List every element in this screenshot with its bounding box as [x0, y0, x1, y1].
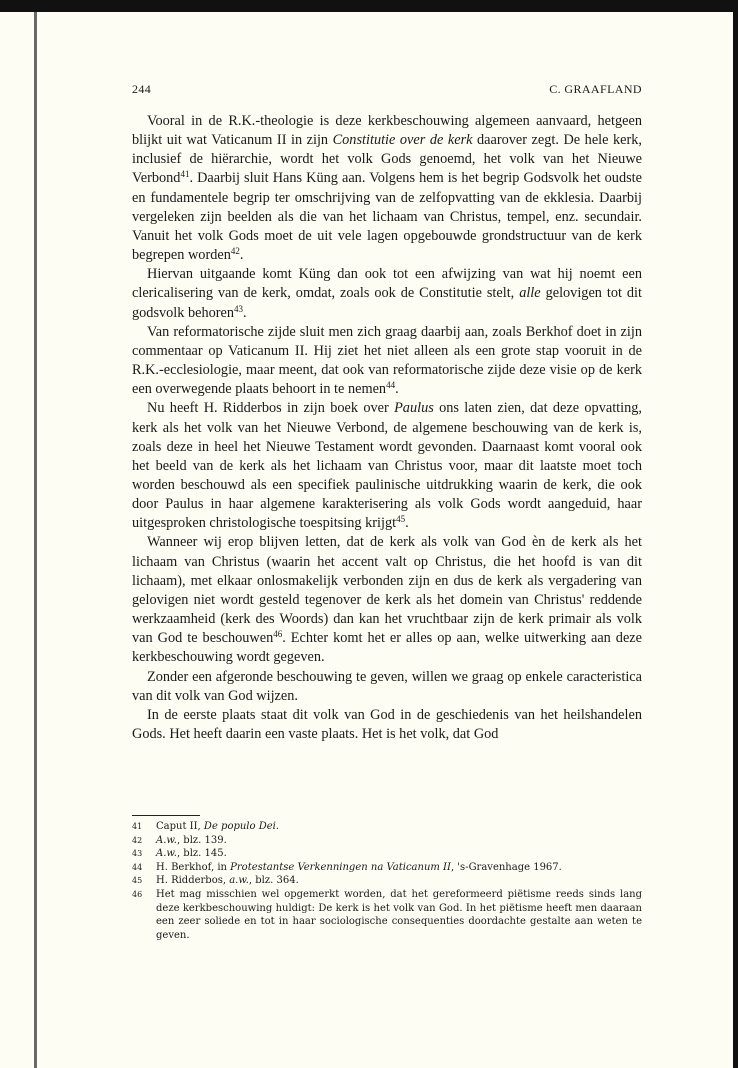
footnote-number: 42	[132, 835, 143, 845]
paragraph	[132, 323, 642, 400]
text-run: , 's-Gravenhage 1967.	[450, 861, 562, 873]
footnote	[132, 834, 642, 848]
text-run: .	[239, 247, 244, 264]
footnote-text	[156, 861, 642, 875]
paragraph	[132, 533, 642, 667]
paragraph	[132, 668, 642, 706]
footnotes	[132, 820, 642, 942]
text-run: In de eerste plaats staat dit volk van God in de geschiedenis van het heilshandelen Gods. Het heeft daarin een vaste plaats. Het is het volk, dat God	[132, 706, 642, 742]
footnote	[132, 861, 642, 875]
text-run: , blz. 139.	[176, 834, 227, 846]
italic-text: alle	[519, 285, 541, 302]
text-run: , blz. 364.	[248, 875, 299, 887]
footnote	[132, 847, 642, 861]
text-run: Vooral in de R.K.-theologie is deze kerkbeschouwing algemeen aanvaard, hetgeen blijkt uit wat Vaticanum II in zijn	[132, 113, 642, 149]
text-run: Nu heeft H. Ridderbos in zijn boek over	[147, 400, 395, 417]
page-number: 244	[132, 82, 152, 96]
paragraph	[132, 112, 642, 265]
italic-text: a.w.	[229, 875, 249, 887]
text-run: Wanneer wij erop blijven letten, dat de kerk als volk van God èn de kerk als het lichaam van Christus (waarin het accent valt op Christus, die het hoofd is van dit lichaam), met elkaar onlosmakelijk verbonden zijn en dus de kerk als vergadering van gelovigen niet wordt gesteld tegenover de kerk als het domein van Christus' reddende werkzaamheid (kerk des Woords) dan kan het vruchtbaar zijn de kerk primair als volk van God te beschouwen	[132, 534, 642, 647]
italic-text: A.w.	[156, 834, 177, 846]
footnote-ref: 46	[273, 629, 283, 640]
scan-border-top	[0, 0, 738, 12]
footnote-number: 46	[132, 889, 143, 899]
footnote-text	[156, 847, 642, 861]
running-head-author: C. GRAAFLAND	[549, 82, 642, 96]
footnote-text	[156, 820, 642, 834]
footnote	[132, 888, 642, 942]
text-run: daarover zegt. De hele kerk, inclusief de hiërarchie, wordt het volk Gods genoemd, het volk van het Nieuwe Verbond	[132, 132, 642, 187]
footnote-ref: 41	[180, 169, 190, 180]
paragraph	[132, 706, 642, 744]
text-run: Hiervan uitgaande komt Küng dan ook tot een afwijzing van wat hij noemt een clericalisering van de kerk, omdat, zoals ook de Constitutie stelt,	[132, 266, 642, 302]
footnote-ref: 45	[396, 514, 406, 525]
footnote-rule	[132, 815, 200, 816]
italic-text: Paulus	[394, 400, 434, 417]
italic-text: Constitutie over de kerk	[332, 132, 473, 149]
scan-border-left	[34, 12, 37, 1068]
text-run: H. Ridderbos,	[156, 875, 230, 887]
running-header	[132, 82, 642, 98]
footnote-text	[156, 874, 642, 888]
body-text	[132, 112, 642, 744]
footnote-number: 41	[132, 822, 143, 831]
text-run: Van reformatorische zijde sluit men zich graag daarbij aan, zoals Berkhof doet in zijn commentaar op Vaticanum II. Hij ziet het niet alleen als een grote stap vooruit in de R.K.-ecclesiologie, maar meent, dat ook van reformatorische zijde deze visie op de kerk een overwegende plaats behoort in te nemen	[132, 323, 642, 398]
footnote-text	[156, 888, 642, 942]
text-run: .	[243, 304, 247, 321]
footnote	[132, 820, 642, 834]
text-run: .	[395, 381, 399, 398]
text-run: gelovigen tot dit godsvolk behoren	[132, 285, 642, 321]
footnote-number: 45	[132, 876, 143, 886]
italic-text: De populo Dei.	[203, 821, 280, 832]
scan-border-right	[733, 0, 738, 1068]
text-run: . Echter komt het er alles op aan, welke uitwerking aan deze kerkbeschouwing wordt gegeven.	[132, 630, 642, 666]
italic-text: A.w.	[156, 848, 177, 860]
paragraph	[132, 265, 642, 322]
text-run: , blz. 145.	[176, 848, 227, 860]
paragraph	[132, 399, 642, 533]
footnote-ref: 44	[386, 380, 396, 391]
text-run: Caput II,	[156, 821, 204, 832]
footnote	[132, 874, 642, 888]
footnote-text	[156, 834, 642, 848]
text-run: .	[405, 515, 409, 532]
text-run: ons laten zien, dat deze opvatting, kerk als het volk van het Nieuwe Verbond, de algemene beschouwing van de kerk is, zoals deze in heel het Nieuwe Testament wordt gevonden. Daarnaast komt vooral ook het beeld van de kerk als het lichaam van Christus voor, maar dit laatste moet toch worden beschouwd als een specifiek paulinische uitdrukking waarin de kerk, die ook door Paulus in haar algemene karakterisering als volk Gods wordt aangeduid, haar uitgesproken christologische toespitsing krijgt	[132, 400, 642, 532]
footnote-ref: 42	[230, 246, 240, 257]
italic-text: Protestantse Verkenningen na Vaticanum II	[230, 861, 451, 873]
footnote-number: 44	[132, 862, 143, 872]
text-run: H. Berkhof, in	[156, 861, 231, 873]
footnote-ref: 43	[234, 303, 244, 314]
text-run: Het mag misschien wel opgemerkt worden, dat het gereformeerd piëtisme reeds sinds lang deze kerkbeschouwing huldigt: De kerk is het volk van God. In het piëtisme heeft men daaraan een zeer soliede en tot in haar sociologische consequenties doordachte gestalte aan weten te geven.	[156, 888, 642, 941]
footnote-number: 43	[132, 849, 143, 859]
text-run: . Daarbij sluit Hans Küng aan. Volgens hem is het begrip Godsvolk het oudste en fundamentele begrip ter omschrijving van de zelfopvatting van de ekklesia. Daarbij vergeleken zijn beelden als die van het lichaam van Christus, tempel, enz. secundair. Vanuit het volk Gods moet de uit vele lagen opgebouwde grondstructuur van de kerk begrepen worden	[132, 170, 642, 264]
text-run: Zonder een afgeronde beschouwing te geven, willen we graag op enkele caracteristica van dit volk van God wijzen.	[132, 668, 642, 704]
